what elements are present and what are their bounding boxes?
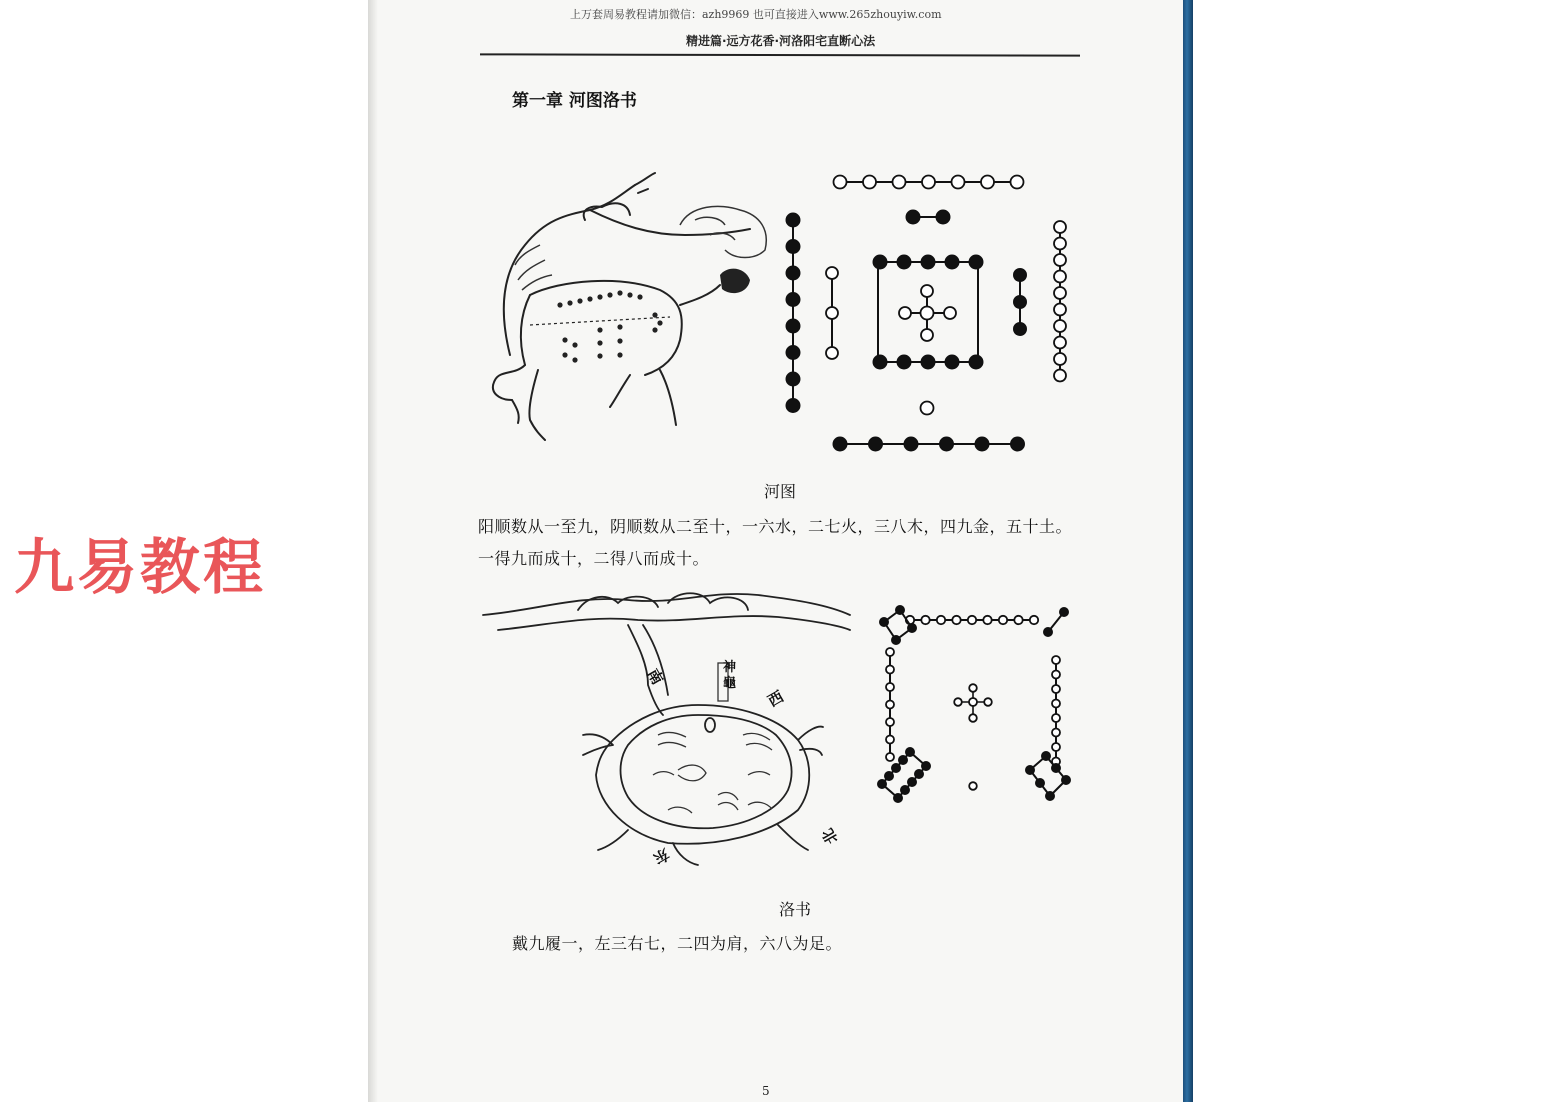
background-right [1188, 0, 1559, 1102]
yin-dot [1046, 792, 1055, 801]
yang-dot [1054, 353, 1066, 365]
yang-dot [944, 307, 956, 319]
book-spine-edge [1183, 0, 1193, 1102]
yang-dot [969, 698, 977, 706]
yin-dot [908, 624, 917, 633]
yang-dot [969, 782, 977, 790]
direction-label-east: 东 [650, 844, 673, 868]
yang-dot [969, 684, 977, 692]
yin-dot [892, 636, 901, 645]
running-head: 精进篇·远方花香·河洛阳宅直断心法 [686, 34, 876, 48]
page-number: 5 [762, 1084, 770, 1098]
yin-dot [1052, 764, 1061, 773]
yin-dot [1026, 766, 1035, 775]
yin-dot [915, 770, 924, 779]
yin-dot [869, 437, 883, 451]
hetu-diagram [770, 165, 1090, 465]
yin-dot [873, 255, 887, 269]
yang-dot [886, 666, 894, 674]
yang-dot [984, 698, 992, 706]
yin-dot [945, 355, 959, 369]
yin-dot [969, 355, 983, 369]
yang-dot [886, 736, 894, 744]
yang-dot [1054, 254, 1066, 266]
yin-dot [786, 346, 800, 360]
yang-dot [1052, 729, 1060, 737]
yin-dot [1060, 608, 1069, 617]
direction-label-north: 北 [818, 825, 842, 848]
yang-dot [921, 402, 934, 415]
yin-dot [1062, 776, 1071, 785]
yang-dot [1054, 287, 1066, 299]
yin-dot [880, 618, 889, 627]
direction-label-west: 西 [764, 687, 787, 711]
yin-dot [894, 794, 903, 803]
chapter-title: 第一章 河图洛书 [512, 91, 637, 111]
yang-dot [826, 307, 838, 319]
yin-dot [1014, 269, 1027, 282]
yang-dot [899, 307, 911, 319]
yang-dot [922, 176, 935, 189]
yang-dot [954, 698, 962, 706]
yin-dot [945, 255, 959, 269]
yin-dot [922, 762, 931, 771]
hetu-text-line-2: 一得九而成十，二得八而成十。 [478, 549, 710, 568]
yang-dot [886, 701, 894, 709]
yin-dot [936, 210, 950, 224]
yin-dot [906, 748, 915, 757]
yin-dot [904, 437, 918, 451]
watermark-logo: 九易教程 [14, 533, 266, 603]
yang-dot [983, 616, 991, 624]
yang-dot [1054, 304, 1066, 316]
yin-dot [833, 437, 847, 451]
yin-dot [1014, 323, 1027, 336]
yin-dot [786, 240, 800, 254]
yin-dot [906, 210, 920, 224]
yin-dot [786, 319, 800, 333]
yang-dot [937, 616, 945, 624]
yang-dot [1052, 743, 1060, 751]
yin-dot [940, 437, 954, 451]
yin-dot [897, 355, 911, 369]
yin-dot [786, 372, 800, 386]
yin-dot [901, 786, 910, 795]
yang-dot [952, 176, 965, 189]
yang-dot [1054, 271, 1066, 283]
yang-dot [1054, 221, 1066, 233]
yang-dot [921, 616, 929, 624]
yang-dot [1030, 616, 1038, 624]
yin-dot [969, 255, 983, 269]
yin-dot [892, 764, 901, 773]
yang-dot [1052, 685, 1060, 693]
yang-dot [886, 683, 894, 691]
luoshu-caption: 洛书 [779, 900, 812, 919]
yang-dot [952, 616, 960, 624]
yin-dot [921, 255, 935, 269]
top-promo-note: 上万套周易教程请加微信：azh9969 也可直接进入www.265zhouyiw.com [570, 8, 942, 21]
yin-dot [975, 437, 989, 451]
yang-dot [1011, 176, 1024, 189]
yang-dot [886, 718, 894, 726]
yang-dot [921, 307, 934, 320]
yin-dot [1011, 437, 1025, 451]
yang-dot [921, 329, 933, 341]
yang-dot [1052, 714, 1060, 722]
page-gutter-shadow [368, 0, 378, 1102]
yang-dot [1014, 616, 1022, 624]
yang-dot [1052, 671, 1060, 679]
yin-dot [897, 255, 911, 269]
yin-dot [786, 213, 800, 227]
yang-dot [921, 285, 933, 297]
luoshu-diagram [870, 600, 1080, 810]
yin-dot [878, 780, 887, 789]
yin-dot [1042, 752, 1051, 761]
hetu-text-line-1: 阳顺数从一至九，阴顺数从二至十，一六水，二七火，三八木，四九金，五十土。 [478, 517, 1073, 536]
yang-dot [1052, 656, 1060, 664]
yin-dot [786, 266, 800, 280]
divine-turtle-illustration [478, 585, 858, 885]
yang-dot [969, 714, 977, 722]
yang-dot [826, 267, 838, 279]
yin-dot [899, 756, 908, 765]
yang-dot [1054, 320, 1066, 332]
yin-dot [786, 293, 800, 307]
yang-dot [826, 347, 838, 359]
yin-dot [885, 772, 894, 781]
yin-dot [1036, 779, 1045, 788]
yang-dot [999, 616, 1007, 624]
luoshu-text-line: 戴九履一，左三右七，二四为肩，六八为足。 [512, 934, 843, 953]
yin-dot [1014, 296, 1027, 309]
yang-dot [886, 648, 894, 656]
yang-dot [886, 753, 894, 761]
yin-dot [1044, 628, 1053, 637]
yang-dot [1054, 238, 1066, 250]
yang-dot [1054, 370, 1066, 382]
yang-dot [981, 176, 994, 189]
yin-dot [786, 399, 800, 413]
hetu-caption: 河图 [764, 482, 797, 501]
yin-dot [873, 355, 887, 369]
yang-dot [834, 176, 847, 189]
yang-dot [1054, 337, 1066, 349]
direction-label-south: 南 [643, 665, 667, 688]
divine-turtle-plaque: 神龜 [723, 660, 737, 691]
yang-dot [968, 616, 976, 624]
dragon-horse-illustration [470, 165, 790, 455]
yang-dot [1052, 700, 1060, 708]
yang-dot [863, 176, 876, 189]
yang-dot [893, 176, 906, 189]
yin-dot [908, 778, 917, 787]
yin-dot [921, 355, 935, 369]
yin-dot [896, 606, 905, 615]
